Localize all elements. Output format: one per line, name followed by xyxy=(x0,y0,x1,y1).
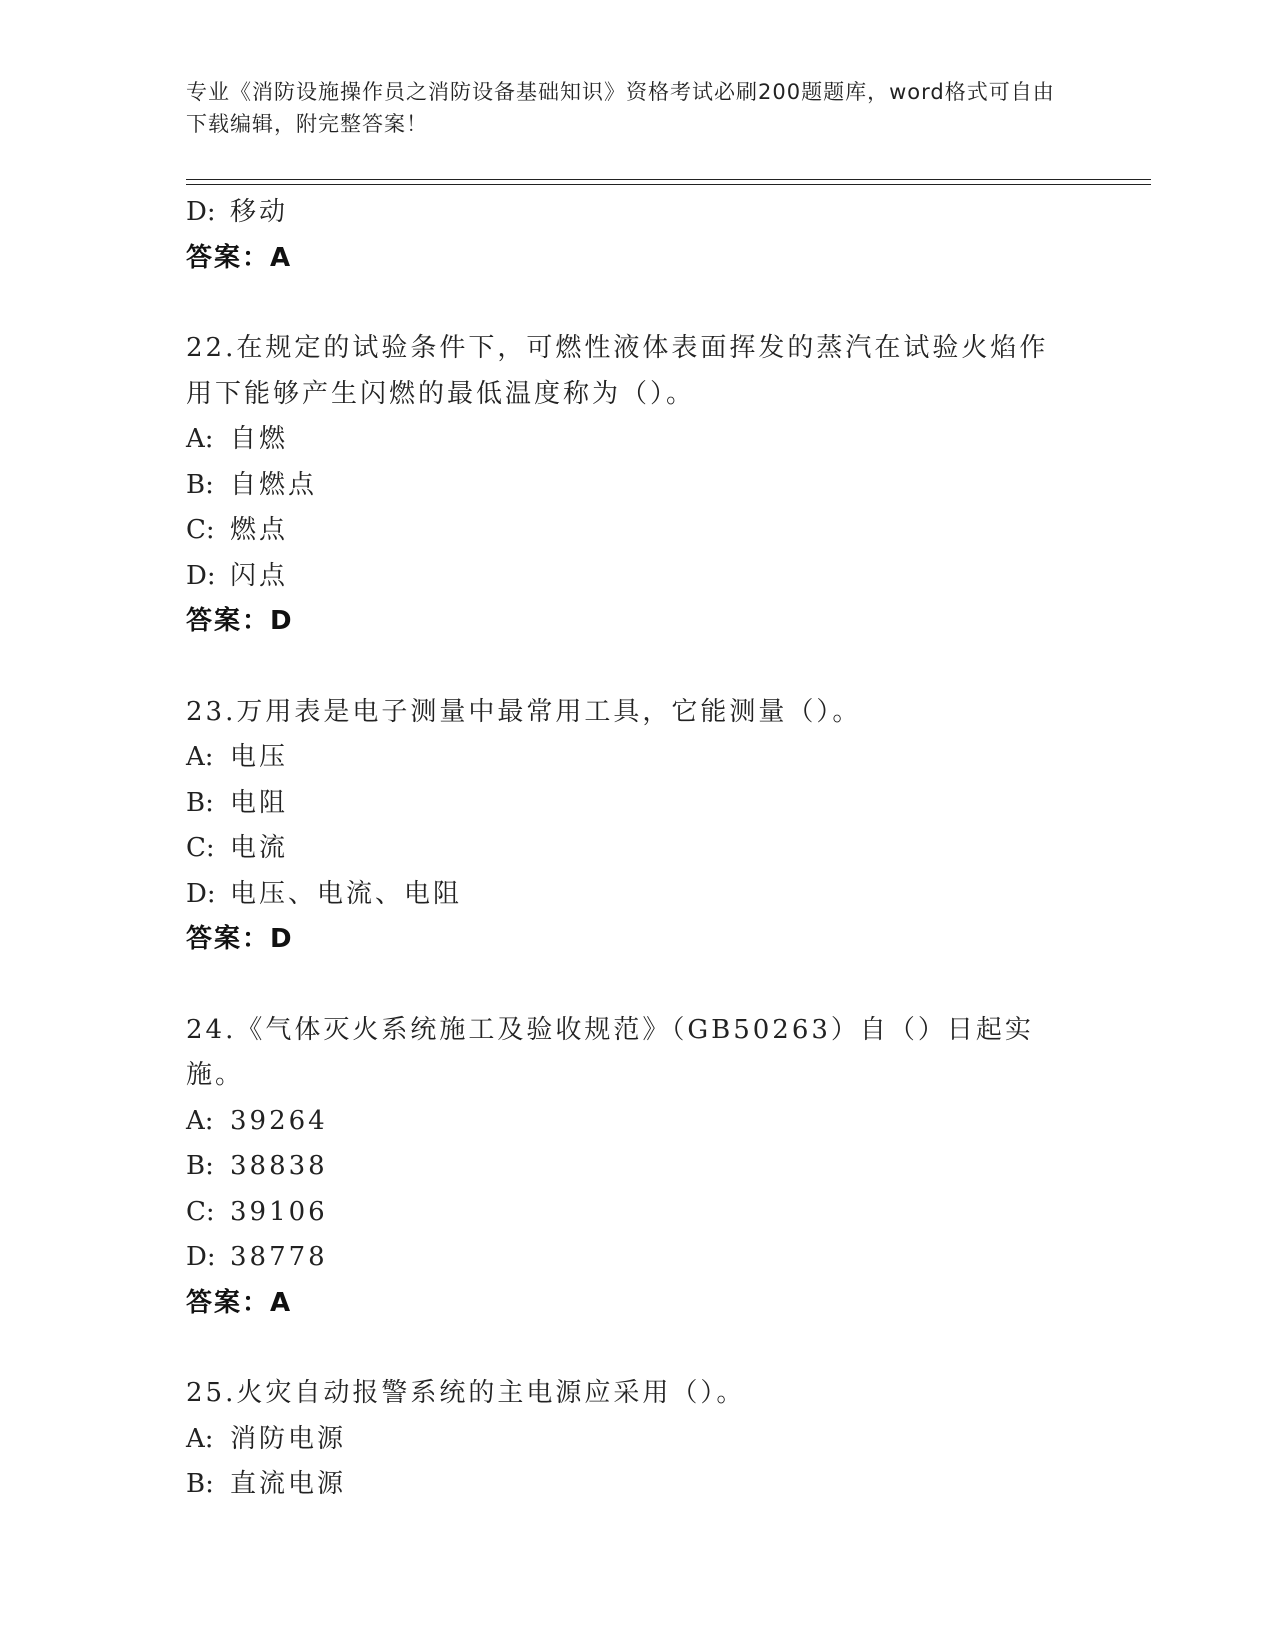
answer-line: 答案：A xyxy=(186,1287,293,1318)
option-label: B: xyxy=(186,1469,214,1499)
option-text: 39264 xyxy=(230,1105,328,1136)
option-c xyxy=(186,826,1086,872)
option-label: C: xyxy=(186,1196,215,1227)
option-b xyxy=(186,1144,1086,1190)
option-d xyxy=(186,554,1086,600)
option-label: A: xyxy=(186,1105,214,1136)
option-a xyxy=(186,1099,1086,1145)
option-b xyxy=(186,781,1086,827)
option-label: B: xyxy=(186,469,214,500)
option-text: 电压 xyxy=(230,742,289,772)
option-text: 电压、电流、电阻 xyxy=(230,878,463,909)
option-label: D: xyxy=(186,878,216,909)
answer-line: 答案：D xyxy=(186,606,294,636)
option-text: 38778 xyxy=(230,1242,328,1272)
option-a xyxy=(186,735,1086,781)
option-text: 39106 xyxy=(230,1196,328,1227)
option-d xyxy=(186,190,1086,236)
option-label: B: xyxy=(186,787,214,818)
option-c xyxy=(186,508,1086,554)
option-label: D: xyxy=(186,197,216,227)
option-label: D: xyxy=(186,1242,216,1272)
document-header: 专业《消防设施操作员之消防设备基础知识》资格考试必刷200题题库，word格式可自由下载编辑，附完整答案！ xyxy=(186,80,1055,136)
question-stem: 23.万用表是电子测量中最常用工具，它能测量（）。 xyxy=(186,696,862,727)
option-text: 电流 xyxy=(230,833,289,863)
option-label: B: xyxy=(186,1151,214,1181)
option-b xyxy=(186,1462,1086,1508)
question-stem: 22.在规定的试验条件下，可燃性液体表面挥发的蒸汽在试验火焰作用下能够产生闪燃的最低温度称为（）。 xyxy=(186,333,1049,409)
option-label: C: xyxy=(186,833,215,863)
option-label: D: xyxy=(186,560,216,591)
option-a xyxy=(186,417,1086,463)
option-text: 闪点 xyxy=(230,560,289,591)
option-label: A: xyxy=(186,742,214,772)
question-24 xyxy=(186,1008,1086,1327)
answer-line: 答案：A xyxy=(186,242,293,273)
header-rule-bottom xyxy=(186,184,1151,185)
question-22 xyxy=(186,326,1086,645)
option-text: 电阻 xyxy=(230,787,289,818)
option-text: 直流电源 xyxy=(230,1469,347,1499)
option-text: 38838 xyxy=(230,1151,328,1181)
question-stem: 25.火灾自动报警系统的主电源应采用（）。 xyxy=(186,1378,746,1408)
option-text: 移动 xyxy=(230,197,289,227)
option-d xyxy=(186,1235,1086,1281)
question-23 xyxy=(186,690,1086,963)
option-c xyxy=(186,1190,1086,1236)
option-text: 自燃点 xyxy=(230,469,318,500)
answer-line: 答案：D xyxy=(186,924,294,954)
option-text: 消防电源 xyxy=(230,1423,347,1454)
option-b xyxy=(186,463,1086,509)
option-text: 自燃 xyxy=(230,424,289,454)
option-text: 燃点 xyxy=(230,515,289,545)
question-stem: 24.《气体灭火系统施工及验收规范》（GB50263）自（）日起实施。 xyxy=(186,1014,1034,1090)
option-label: C: xyxy=(186,515,215,545)
header-rule-top xyxy=(186,179,1151,180)
option-a xyxy=(186,1417,1086,1463)
option-label: A: xyxy=(186,424,214,454)
option-label: A: xyxy=(186,1423,214,1454)
question-25 xyxy=(186,1371,1086,1508)
document-body xyxy=(186,190,1086,1508)
option-d xyxy=(186,872,1086,918)
